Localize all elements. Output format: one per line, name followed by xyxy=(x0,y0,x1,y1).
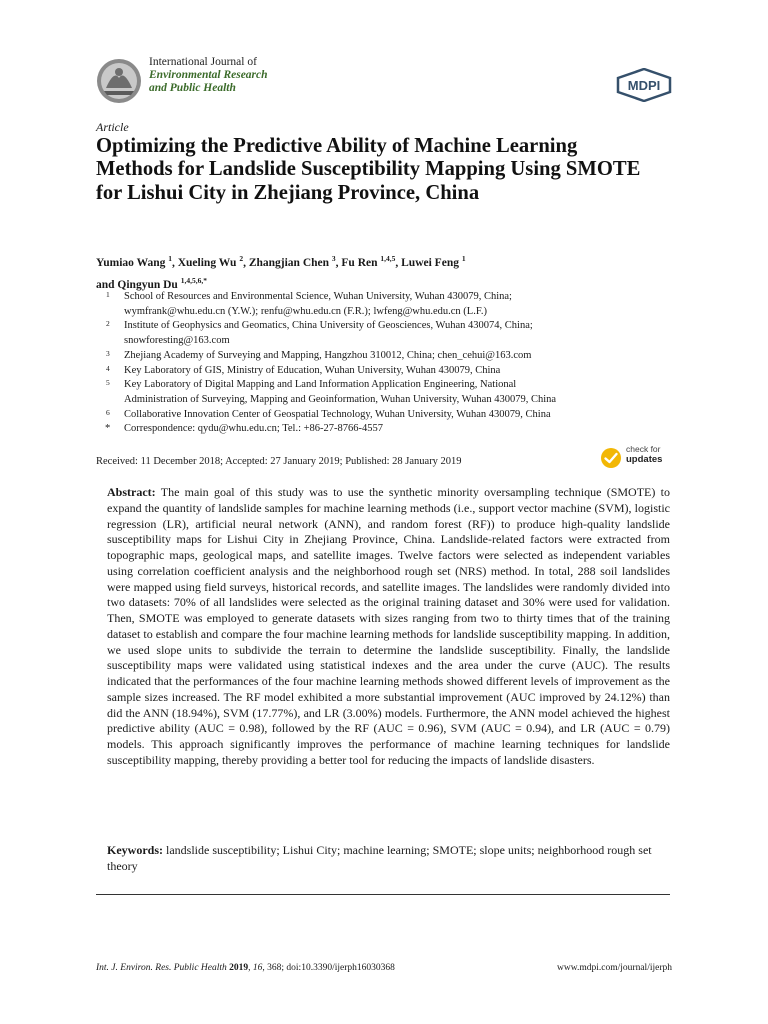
footer-doi: , 368; doi:10.3390/ijerph16030368 xyxy=(262,963,395,973)
journal-name-line3: and Public Health xyxy=(149,82,236,94)
author-separator: , xyxy=(395,256,402,269)
author-separator: , xyxy=(171,256,178,269)
author-name: Luwei Feng xyxy=(401,256,459,269)
affiliation-number: 4 xyxy=(106,363,110,373)
author-name: Fu Ren xyxy=(341,256,378,269)
author-affiliation-mark: 3 xyxy=(331,254,336,263)
affiliation-text: Zhejiang Academy of Surveying and Mapping, Hangzhou 310012, China; chen_cehui@163.com xyxy=(124,349,532,361)
journal-url-link[interactable]: www.mdpi.com/journal/ijerph xyxy=(557,963,672,973)
author-name: Xueling Wu xyxy=(177,256,237,269)
check-updates-line1: check for xyxy=(626,444,661,454)
keywords xyxy=(107,842,670,874)
journal-name-line1: International Journal of xyxy=(149,56,257,68)
keywords-label: Keywords: xyxy=(107,843,163,857)
author-separator: , xyxy=(243,256,249,269)
affiliation-number: 6 xyxy=(106,407,110,417)
citation-line: Int. J. Environ. Res. Public Health 2019, 16, 368; doi:10.3390/ijerph16030368 xyxy=(96,963,395,973)
author-affiliation-mark: 2 xyxy=(239,254,244,263)
section-divider xyxy=(96,894,670,895)
affiliation-email: wymfrank@whu.edu.cn (Y.W.); renfu@whu.edu.cn (F.R.); lwfeng@whu.edu.cn (L.F.) xyxy=(124,305,487,317)
affiliation-text: Collaborative Innovation Center of Geospatial Technology, Wuhan University, Wuhan 430079, China xyxy=(124,408,551,420)
affiliation-text-continued: Administration of Surveying, Mapping and Geoinformation, Wuhan University, Wuhan 430079, China xyxy=(124,393,557,405)
abstract xyxy=(107,485,670,769)
affiliation-email: snowforesting@163.com xyxy=(124,335,230,347)
affiliation-item xyxy=(96,378,676,407)
affiliation-item xyxy=(96,364,676,379)
corresponding-author-mark: * xyxy=(203,275,207,285)
affiliation-text: Key Laboratory of GIS, Ministry of Education, Wuhan University, Wuhan 430079, China xyxy=(124,364,501,376)
affiliation-item xyxy=(96,349,676,364)
check-updates-icon xyxy=(600,447,622,469)
footer-year: 2019 xyxy=(229,963,249,973)
author-affiliation-mark: 1 xyxy=(461,254,466,263)
affiliation-list xyxy=(96,290,676,437)
check-for-updates-badge[interactable] xyxy=(600,444,678,476)
page-title: Optimizing the Predictive Ability of Machine Learning Methods for Landslide Susceptibility Mapping Using SMOTE for Lishui City in Zhejiang Province, China xyxy=(96,135,641,204)
affiliation-item xyxy=(96,319,676,348)
affiliation-item xyxy=(96,408,676,423)
abstract-text: The main goal of this study was to use the synthetic minority oversampling technique (SMOTE) to expand the quantity of landslide samples for machine learning methods (i.e., support vector machine (SVM), logistic regression (LR), artificial neural network (ANN), and random forest (RF)) to produce high-quality landslide susceptibility maps for Lishui City in Zhejiang Province, China. Landslide-related factors were extracted from topographic maps, geological maps, and satellite images. Twelve factors were selected as independent variables using correlation coefficient analysis and the neighborhood rough set (NRS) method. In total, 288 soil landslides were mapped using field surveys, historical records, and satellite images. The landslides were randomly divided into two datasets: 70% of all landslides were selected as the original training dataset and 30% were used for validation. Then, SMOTE was employed to generate datasets with sizes ranging from two to thirty times that of the training dataset to establish and compare the four machine learning methods for landslide susceptibility mapping. In addition, we used slope units to subdivide the terrain to determine the landslide susceptibility. Finally, the landslide susceptibility maps were validated using statistical indexes and the area under the curve (AUC). The results indicated that the performances of the four machine learning methods showed different levels of improvement as the sample sizes increased. The RF model exhibited a more substantial improvement (AUC improved by 24.12%) than did the ANN (18.94%), SVM (17.77%), and LR (3.00%) models. Furthermore, the ANN model achieved the highest predictive ability (AUC = 0.98), followed by the RF (AUC = 0.96), SVM (AUC = 0.94), and LR (AUC = 0.79) models. This approach significantly improves the performance of machine learning techniques for landslide susceptibility mapping, thereby providing a better tool for reducing the impacts of landslide disasters. xyxy=(107,485,670,767)
affiliation-number: 5 xyxy=(106,378,110,388)
affiliation-number: 1 xyxy=(106,290,110,299)
affiliation-item xyxy=(96,290,676,319)
author-name: Zhangjian Chen xyxy=(248,256,330,269)
affiliation-text: Institute of Geophysics and Geomatics, China University of Geosciences, Wuhan 430074, China; xyxy=(124,320,533,332)
abstract-label: Abstract: xyxy=(107,485,156,499)
affiliation-number: 3 xyxy=(106,348,110,358)
author-name: and Qingyun Du xyxy=(96,278,178,291)
author-affiliation-mark: 1 xyxy=(168,254,172,263)
journal-header xyxy=(96,56,672,104)
check-updates-label xyxy=(626,445,662,464)
journal-name xyxy=(149,56,268,95)
footer-volume: 16 xyxy=(252,963,263,973)
author-list xyxy=(96,250,656,294)
correspondence-text: Correspondence: qydu@whu.edu.cn; Tel.: +86-27-8766-4557 xyxy=(124,423,384,435)
author-affiliation-mark xyxy=(181,276,207,285)
affiliation-text: Key Laboratory of Digital Mapping and Land Information Application Engineering, National xyxy=(124,379,517,391)
journal-name-line2: Environmental Research xyxy=(149,69,268,81)
article-type: Article xyxy=(96,120,129,134)
mdpi-logo-icon xyxy=(616,68,672,102)
affiliation-number: 2 xyxy=(106,319,110,329)
affiliation-text: School of Resources and Environmental Science, Wuhan University, Wuhan 430079, China; xyxy=(124,291,512,302)
check-updates-line2: updates xyxy=(626,453,663,465)
correspondence xyxy=(96,422,676,437)
correspondence-mark: * xyxy=(105,423,111,435)
journal-logo-icon xyxy=(96,58,142,104)
publication-dates: Received: 11 December 2018; Accepted: 27 January 2019; Published: 28 January 2019 xyxy=(96,456,462,467)
author-affiliation-mark: 1,4,5 xyxy=(380,254,396,263)
author-name: Yumiao Wang xyxy=(96,256,166,269)
mdpi-logo-text: MDPI xyxy=(627,78,661,93)
author-separator: , xyxy=(335,256,342,269)
keywords-text: landslide susceptibility; Lishui City; machine learning; SMOTE; slope units; neighborhood rough set theory xyxy=(107,843,652,873)
author-affiliation-mark-digits: 1,4,5,6, xyxy=(180,275,204,285)
footer-journal-name: Int. J. Environ. Res. Public Health xyxy=(96,963,227,973)
